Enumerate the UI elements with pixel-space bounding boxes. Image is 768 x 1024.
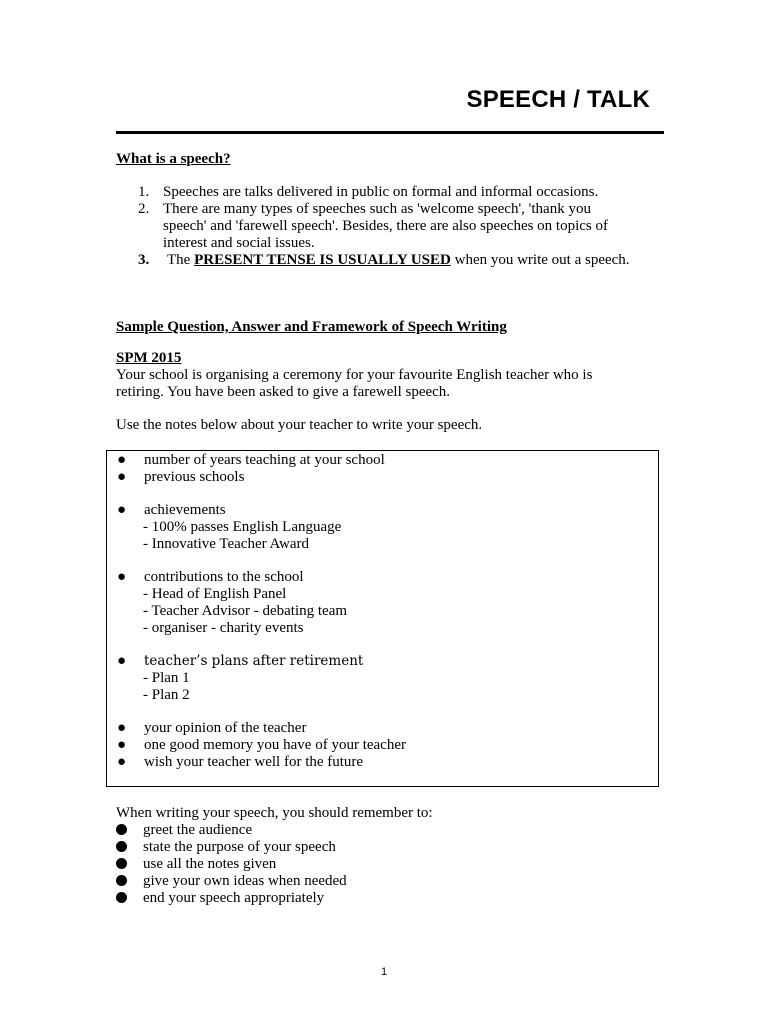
- list-item: end your speech appropriately: [116, 890, 324, 907]
- list-item: ● one good memory you have of your teacher: [117, 737, 406, 753]
- bullet-icon: [116, 892, 127, 903]
- sub-item: - organiser - charity events: [143, 620, 304, 636]
- sub-item: - Innovative Teacher Award: [143, 536, 309, 552]
- sub-item: - Plan 1: [143, 670, 190, 686]
- list-item: greet the audience: [116, 822, 252, 839]
- bullet-icon: [116, 841, 127, 852]
- instruction-text: Use the notes below about your teacher to write your speech.: [116, 417, 483, 433]
- sub-item: - Teacher Advisor - debating team: [143, 603, 348, 619]
- title-rule: [116, 131, 664, 134]
- question-text: Your school is organising a ceremony for your favourite English teacher who is retiring. You have been asked to give a farewell speech.: [116, 367, 593, 400]
- list-item: ● teacher’s plans after retirement: [117, 653, 364, 669]
- speech-definition-list: [138, 184, 668, 269]
- list-item: ● achievements: [117, 502, 226, 518]
- section-heading-sample-question: Sample Question, Answer and Framework of Speech Writing: [116, 319, 507, 335]
- sub-item: - 100% passes English Language: [143, 519, 342, 535]
- bullet-icon: [116, 875, 127, 886]
- list-item: ● contributions to the school: [117, 569, 304, 585]
- list-item: state the purpose of your speech: [116, 839, 336, 856]
- list-item: ● previous schools: [117, 469, 245, 485]
- page-title: SPEECH / TALK: [466, 86, 650, 113]
- list-item: use all the notes given: [116, 856, 276, 873]
- exam-label: SPM 2015: [116, 350, 182, 366]
- emphasis-text: PRESENT TENSE IS USUALLY USED: [194, 252, 451, 268]
- notes-box: [106, 450, 659, 787]
- section-heading-what-is-speech: What is a speech?: [116, 151, 231, 167]
- reminder-intro: When writing your speech, you should remember to:: [116, 805, 433, 821]
- list-item: 3. The PRESENT TENSE IS USUALLY USED when you write out a speech.: [138, 252, 630, 268]
- list-item: give your own ideas when needed: [116, 873, 347, 890]
- bullet-icon: [116, 824, 127, 835]
- list-item: 1. Speeches are talks delivered in public on formal and informal occasions.: [138, 184, 599, 200]
- sub-item: - Plan 2: [143, 687, 190, 703]
- list-item: ● your opinion of the teacher: [117, 720, 307, 736]
- bullet-icon: [116, 858, 127, 869]
- list-item: ● wish your teacher well for the future: [117, 754, 364, 770]
- list-item: ● number of years teaching at your school: [117, 452, 385, 468]
- list-item: 2. There are many types of speeches such as 'welcome speech', 'thank you speech' and 'farewell speech'. Besides, there are also speeches on topics of interest and social issues.: [138, 201, 609, 251]
- page-number: 1: [380, 966, 388, 978]
- sub-item: - Head of English Panel: [143, 586, 287, 602]
